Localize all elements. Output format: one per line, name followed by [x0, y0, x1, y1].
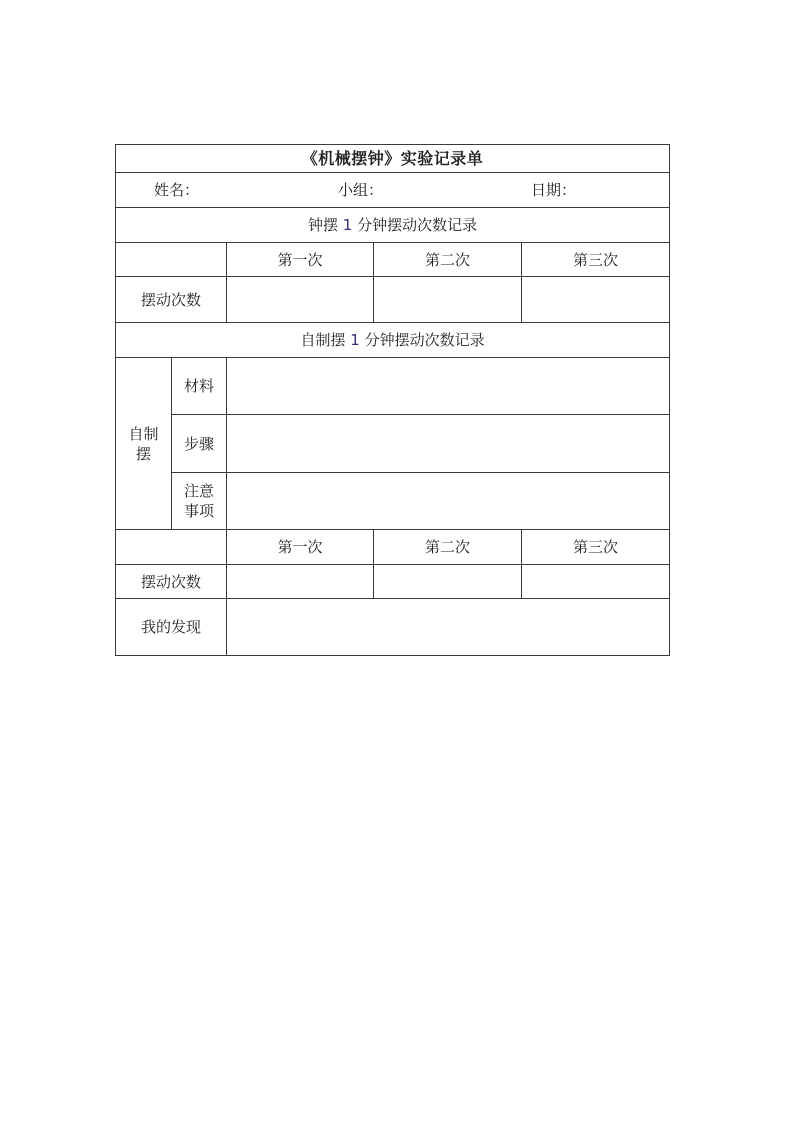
homemade-section-number: 1 [350, 331, 360, 349]
clock-count-cell-2[interactable] [374, 277, 522, 323]
notes-label-line1: 注意 [183, 482, 214, 500]
homemade-section-suffix: 分钟摆动次数记录 [364, 331, 485, 349]
homemade-section-header [116, 323, 670, 358]
clock-trial-2-header: 第二次 [374, 243, 522, 277]
steps-field[interactable] [227, 415, 670, 473]
homemade-trial-3-header: 第三次 [522, 530, 670, 565]
homemade-count-label: 摆动次数 [116, 565, 227, 599]
clock-trials-corner [116, 243, 227, 277]
steps-label: 步骤 [172, 415, 227, 473]
findings-label: 我的发现 [116, 599, 227, 656]
info-row [116, 173, 670, 208]
homemade-section-prefix: 自制摆 [300, 331, 346, 349]
homemade-group-label-line1: 自制 [128, 424, 159, 443]
homemade-group-label-line2: 摆 [135, 444, 151, 463]
clock-count-cell-1[interactable] [227, 277, 374, 323]
sheet-title: 《机械摆钟》实验记录单 [116, 145, 670, 173]
group-label: 小组： [338, 181, 384, 199]
clock-section-number: 1 [342, 216, 353, 234]
homemade-group-label [116, 358, 172, 530]
notes-label [172, 473, 227, 530]
clock-count-cell-3[interactable] [522, 277, 670, 323]
clock-count-label: 摆动次数 [116, 277, 227, 323]
name-label: 姓名： [154, 181, 200, 199]
materials-field[interactable] [227, 358, 670, 415]
experiment-record-table [115, 144, 670, 656]
clock-section-suffix: 分钟摆动次数记录 [357, 216, 478, 234]
clock-section-header [116, 208, 670, 243]
materials-label: 材料 [172, 358, 227, 415]
homemade-count-cell-1[interactable] [227, 565, 374, 599]
date-label: 日期： [531, 181, 577, 199]
homemade-trial-2-header: 第二次 [374, 530, 522, 565]
homemade-trials-corner [116, 530, 227, 565]
homemade-trial-1-header: 第一次 [227, 530, 374, 565]
notes-label-line2: 事项 [183, 502, 214, 520]
clock-trial-1-header: 第一次 [227, 243, 374, 277]
clock-section-prefix: 钟摆 [307, 216, 338, 234]
homemade-count-cell-2[interactable] [374, 565, 522, 599]
clock-trial-3-header: 第三次 [522, 243, 670, 277]
notes-field[interactable] [227, 473, 670, 530]
findings-field[interactable] [227, 599, 670, 656]
homemade-count-cell-3[interactable] [522, 565, 670, 599]
